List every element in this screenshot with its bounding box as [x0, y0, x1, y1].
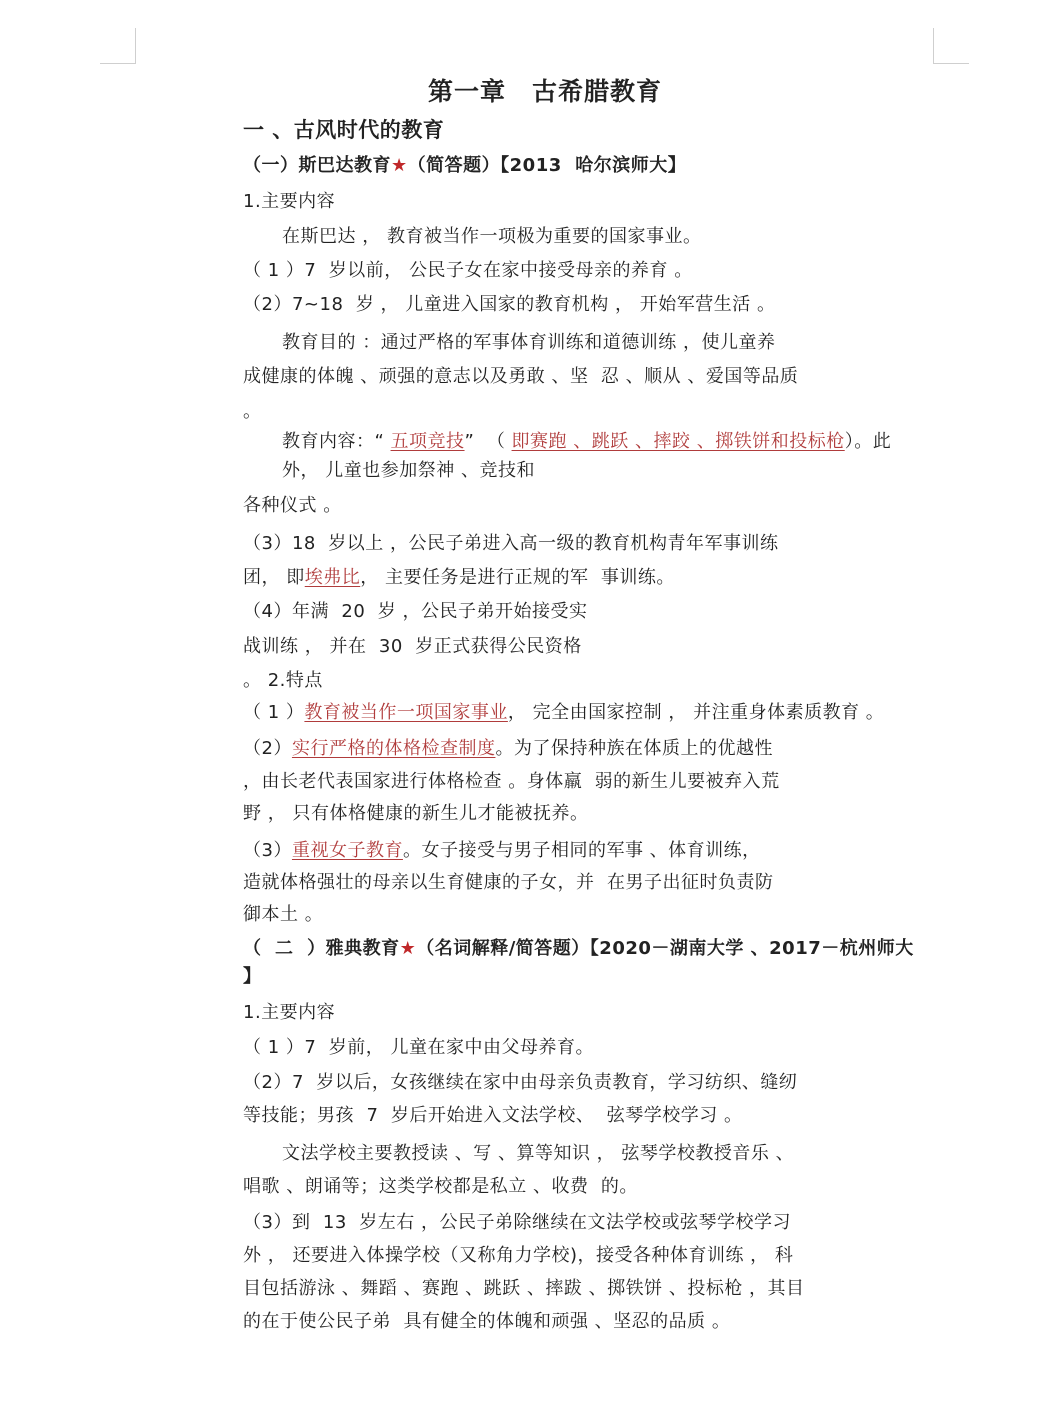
- paragraph: 战训练 ， 并在 30 岁正式获得公民资格: [243, 636, 582, 657]
- paragraph: 。: [243, 401, 262, 422]
- sparta-heading-tag: （简答题）【2013 哈尔滨师大】: [407, 155, 687, 176]
- paragraph: （2）7 岁以后，女孩继续在家中由母亲负责教育，学习纺织、缝纫: [243, 1072, 798, 1093]
- athens-heading: [243, 937, 914, 961]
- text: ” （: [464, 431, 512, 452]
- athens-heading-text: （ 二 ）雅典教育: [243, 938, 400, 959]
- athens-main-label: 1.主要内容: [243, 1002, 336, 1023]
- highlight-term: 即赛跑 、跳跃 、摔跤 、掷铁饼和投标枪: [511, 431, 845, 452]
- paragraph: [243, 737, 773, 761]
- text: （ 1 ）: [243, 702, 305, 723]
- paragraph: 野 ， 只有体格健康的新生儿才能被抚养。: [243, 803, 589, 824]
- crop-mark-top-right: [933, 28, 969, 64]
- sparta-heading-text: （一）斯巴达教育: [243, 155, 391, 176]
- paragraph: ，由长老代表国家进行体格检查 。身体羸 弱的新生儿要被弃入荒: [243, 771, 780, 792]
- text: 。为了保持种族在体质上的优越性: [495, 738, 773, 759]
- highlight-term: 实行严格的体格检查制度: [291, 738, 496, 759]
- paragraph: （ 1 ）7 岁以前， 公民子女在家中接受母亲的养育 。: [243, 260, 693, 281]
- athens-heading-tail: 】: [243, 966, 262, 987]
- paragraph: [243, 701, 884, 725]
- paragraph: （3）到 13 岁左右 ，公民子弟除继续在文法学校或弦琴学校学习: [243, 1212, 791, 1233]
- paragraph: 。 2.特点: [243, 670, 323, 691]
- sparta-heading: [243, 154, 686, 178]
- paragraph: 外， 儿童也参加祭神 、竞技和: [282, 460, 535, 481]
- paragraph: 教育目的 ：通过严格的军事体育训练和道德训练 ，使儿童养: [282, 332, 776, 353]
- highlight-term: 重视女子教育: [291, 840, 403, 861]
- paragraph: 外 ， 还要进入体操学校（又称角力学校)，接受各种体育训练 ， 科: [243, 1245, 794, 1266]
- paragraph: 御本土 。: [243, 904, 324, 925]
- highlight-term: 教育被当作一项国家事业: [304, 702, 508, 723]
- paragraph: 各种仪式 。: [243, 495, 342, 516]
- paragraph: （2）7~18 岁 ， 儿童进入国家的教育机构 ， 开始军营生活 。: [243, 294, 776, 315]
- text: （3）: [243, 840, 292, 861]
- paragraph: 唱歌 、朗诵等；这类学校都是私立 、收费 的。: [243, 1176, 638, 1197]
- paragraph: 目包括游泳 、舞蹈 、赛跑 、跳跃 、摔跋 、掷铁饼 、投标枪 ，其目: [243, 1278, 805, 1299]
- star-icon: ★: [391, 155, 408, 176]
- athens-heading-tag: （名词解释/简答题）【2020－湖南大学 、2017－杭州师大: [416, 938, 914, 959]
- section-heading: 一 、古风时代的教育: [243, 118, 445, 142]
- text: 教育内容：“: [282, 431, 391, 452]
- paragraph: 造就体格强壮的母亲以生育健康的子女，并 在男子出征时负责防: [243, 872, 774, 893]
- text: （2）: [243, 738, 292, 759]
- text: ， 主要任务是进行正规的军 事训练。: [360, 567, 675, 588]
- highlight-term: 埃弗比: [304, 567, 361, 588]
- chapter-title: 第一章 古希腊教育: [428, 77, 663, 106]
- paragraph: （4）年满 20 岁 ，公民子弟开始接受实: [243, 601, 588, 622]
- crop-mark-top-left: [100, 28, 136, 64]
- paragraph: （ 1 ）7 岁前， 儿童在家中由父母养育。: [243, 1037, 595, 1058]
- paragraph: 成健康的体魄 、顽强的意志以及勇敢 、坚 忍 、顺从 、爱国等品质: [243, 366, 799, 387]
- paragraph: 在斯巴达 ， 教育被当作一项极为重要的国家事业。: [282, 226, 702, 247]
- sparta-main-label: 1.主要内容: [243, 191, 336, 212]
- paragraph: [282, 430, 891, 454]
- paragraph: [243, 566, 675, 590]
- text: 。女子接受与男子相同的军事 、体育训练，: [402, 840, 761, 861]
- paragraph: [243, 839, 761, 863]
- text: ， 完全由国家控制 ， 并注重身体素质教育 。: [507, 702, 885, 723]
- star-icon: ★: [399, 938, 417, 959]
- text: ）。此: [844, 431, 892, 452]
- paragraph: （3）18 岁以上 ，公民子弟进入高一级的教育机构青年军事训练: [243, 533, 779, 554]
- paragraph: 文法学校主要教授读 、写 、算等知识 ， 弦琴学校教授音乐 、: [282, 1143, 795, 1164]
- paragraph: 等技能；男孩 7 岁后开始进入文法学校、 弦琴学校学习 。: [243, 1105, 743, 1126]
- highlight-term: 五项竞技: [390, 431, 465, 452]
- paragraph: 的在于使公民子弟 具有健全的体魄和顽强 、坚忍的品质 。: [243, 1311, 731, 1332]
- text: 团， 即: [243, 567, 305, 588]
